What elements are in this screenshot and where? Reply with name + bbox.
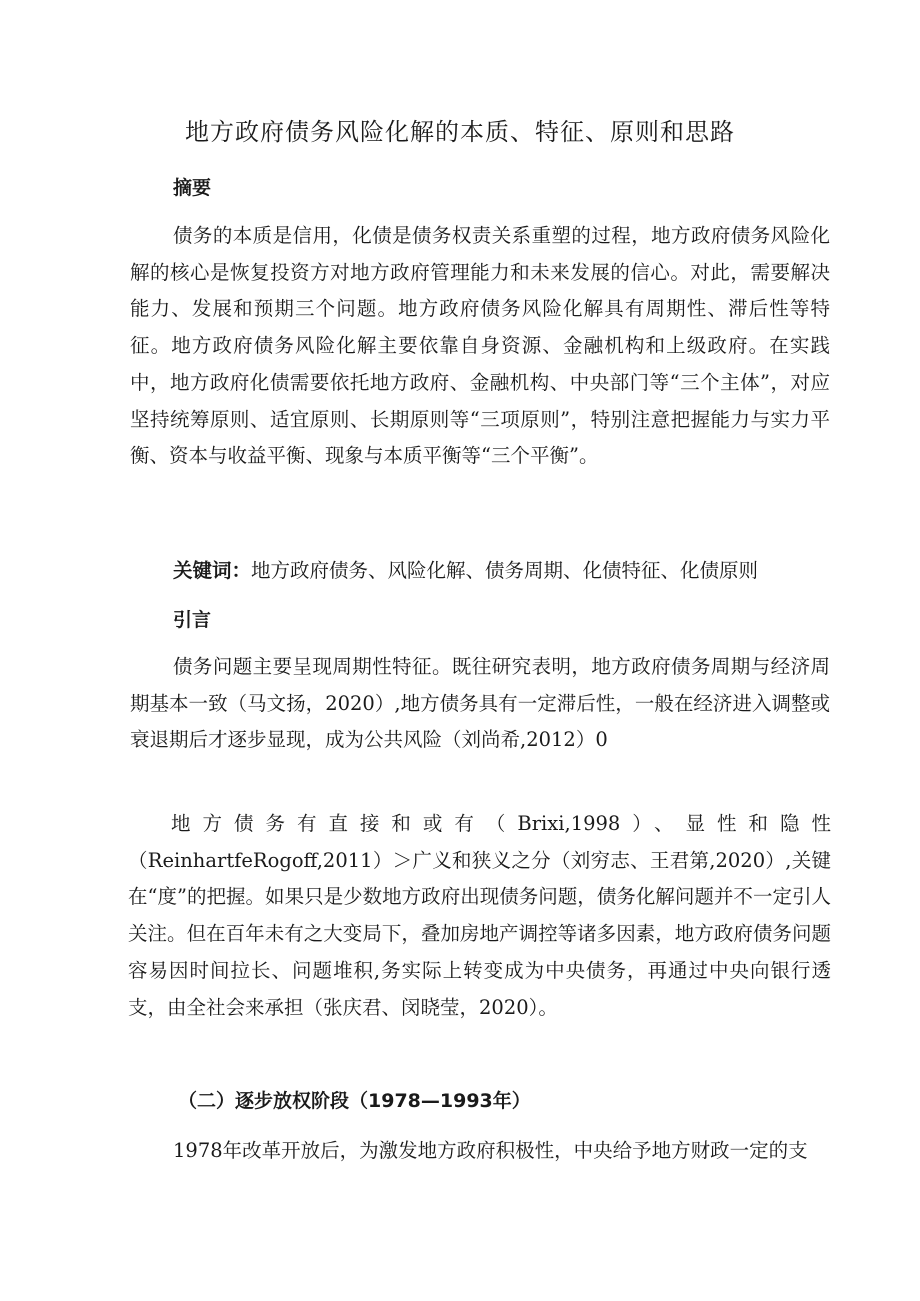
keywords-line — [173, 558, 758, 584]
section-heading: （二）逐步放权阶段（1978—1993年） — [178, 1090, 531, 1112]
intro-paragraph-2: 地方债务有直接和或有（Brixi,1998）、显性和隐性（ReinhartfeRogoff,2011）＞广义和狭义之分（刘穷志、王君第,2020）,关键在“度”的把握。如果只是少数地方政府出现债务问题，债务化解问题并不一定引人关注。但在百年未有之大变局下，叠加房地产调控等诸多因素，地方政府债务问题容易因时间拉长、问题堆积,务实际上转变成为中央债务，再通过中央向银行透支，由全社会来承担（张庆君、闵晓莹，2020）。 — [128, 812, 831, 1019]
keywords-label: 关键词： — [173, 559, 252, 582]
document-title: 地方政府债务风险化解的本质、特征、原则和思路 — [185, 118, 735, 146]
abstract-heading: 摘要 — [173, 177, 212, 199]
intro-paragraph-1: 债务问题主要呈现周期性特征。既往研究表明，地方政府债务周期与经济周期基本一致（马文扬，2020）,地方债务具有一定滞后性，一般在经济进入调整或衰退期后才逐步显现，成为公共风险（刘尚希,2012）0 — [130, 655, 830, 752]
intro-heading: 引言 — [173, 609, 212, 631]
section-paragraph: 1978年改革开放后，为激发地方政府积极性，中央给予地方财政一定的支 — [173, 1139, 808, 1162]
keywords-text: 地方政府债务、风险化解、债务周期、化债特征、化债原则 — [251, 559, 759, 582]
abstract-paragraph: 债务的本质是信用，化债是债务权责关系重塑的过程，地方政府债务风险化解的核心是恢复投资方对地方政府管理能力和未来发展的信心。对此，需要解决能力、发展和预期三个问题。地方政府债务风险化解具有周期性、滞后性等特征。地方政府债务风险化解主要依靠自身资源、金融机构和上级政府。在实践中，地方政府化债需要依托地方政府、金融机构、中央部门等“三个主体”，对应坚持统筹原则、适宜原则、长期原则等“三项原则”，特别注意把握能力与实力平衡、资本与收益平衡、现象与本质平衡等“三个平衡”。 — [130, 224, 830, 468]
